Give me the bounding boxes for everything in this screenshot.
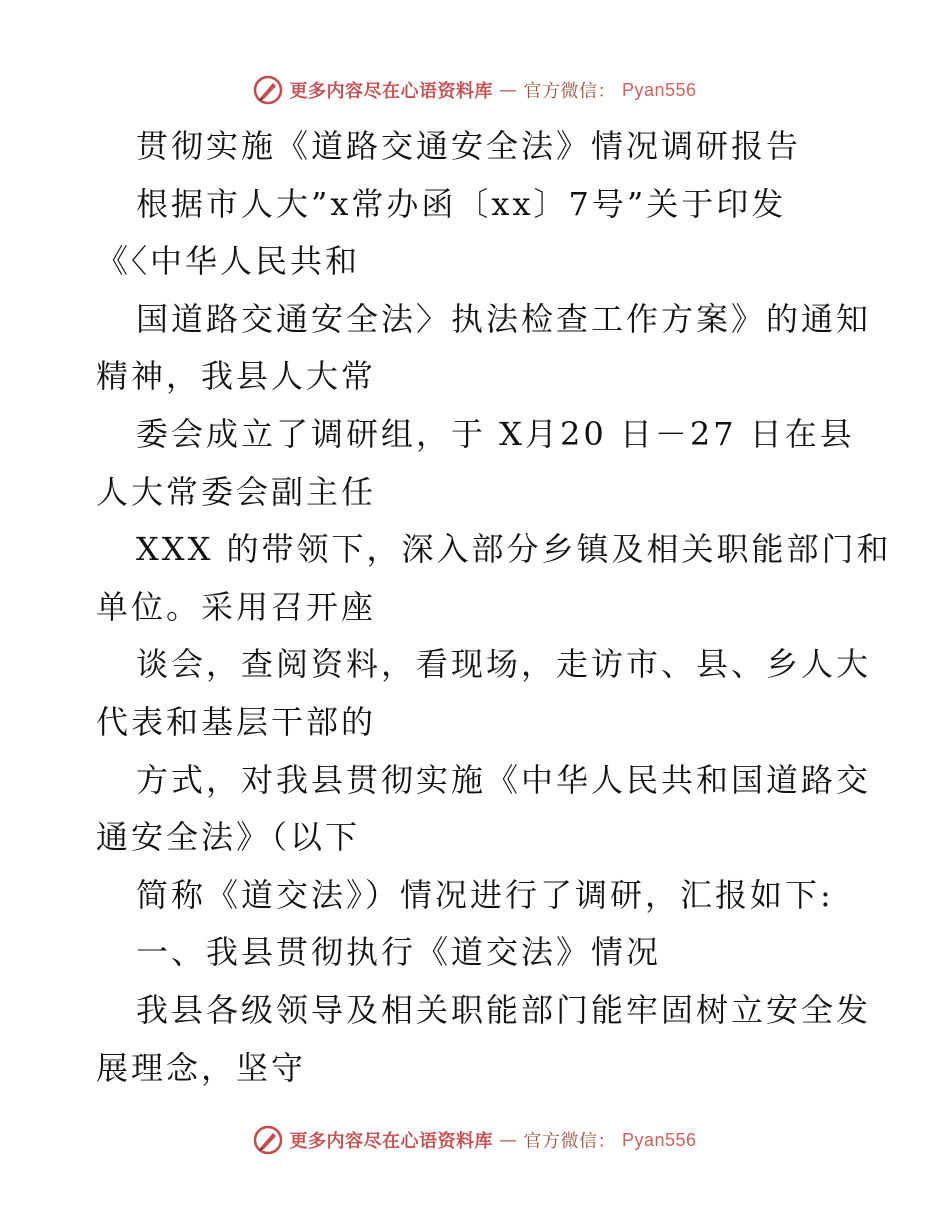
paragraph-line: 我县各级领导及相关职能部门能牢固树立安全发	[136, 990, 872, 1029]
document-body	[96, 118, 892, 1097]
watermark-wechat-label: 官方微信：	[523, 1131, 616, 1152]
section-heading: 一、我县贯彻执行《道交法》情况	[136, 933, 662, 972]
watermark-wechat-label: 官方微信：	[523, 81, 616, 102]
watermark-wechat-id: Pyan556	[621, 79, 697, 100]
watermark-main-text: 更多内容尽在心语资料库	[289, 1131, 493, 1152]
watermark-dash: —	[498, 79, 518, 101]
paragraph-line: 人大常委会副主任	[96, 472, 377, 511]
paragraph-line: 展理念，坚守	[96, 1048, 307, 1087]
paragraph-line: 《〈中华人民共和	[96, 242, 361, 281]
paragraph-line: XXX 的带领下，深入部分乡镇及相关职能部门和	[136, 530, 892, 569]
paragraph-line: 简称《道交法》）情况进行了调研，汇报如下:	[136, 875, 834, 914]
paragraph-line: 精神，我县人大常	[96, 357, 377, 396]
paragraph-line: 通安全法》（以下	[96, 818, 361, 857]
document-title: 贯彻实施《道路交通安全法》情况调研报告	[136, 127, 802, 165]
paragraph-line: 国道路交通安全法〉执法检查工作方案》的通知	[136, 299, 872, 338]
pen-logo-icon	[253, 75, 283, 105]
paragraph-line: 谈会，查阅资料，看现场，走访市、县、乡人大	[136, 645, 872, 684]
watermark-dash: —	[498, 1129, 518, 1151]
watermark-footer	[0, 1120, 950, 1160]
paragraph-line: 代表和基层干部的	[96, 702, 377, 741]
paragraph-line: 根据市人大”x常办函〔xx〕7号”关于印发	[136, 184, 787, 223]
watermark-header	[0, 70, 950, 110]
paragraph-line: 委会成立了调研组，于 X月20 日－27 日在县	[136, 414, 855, 453]
watermark-main-text: 更多内容尽在心语资料库	[289, 81, 493, 102]
paragraph-line: 方式，对我县贯彻实施《中华人民共和国道路交	[136, 760, 872, 799]
paragraph-line: 单位。采用召开座	[96, 587, 377, 626]
watermark-wechat-id: Pyan556	[621, 1129, 697, 1150]
pen-logo-icon	[253, 1125, 283, 1155]
